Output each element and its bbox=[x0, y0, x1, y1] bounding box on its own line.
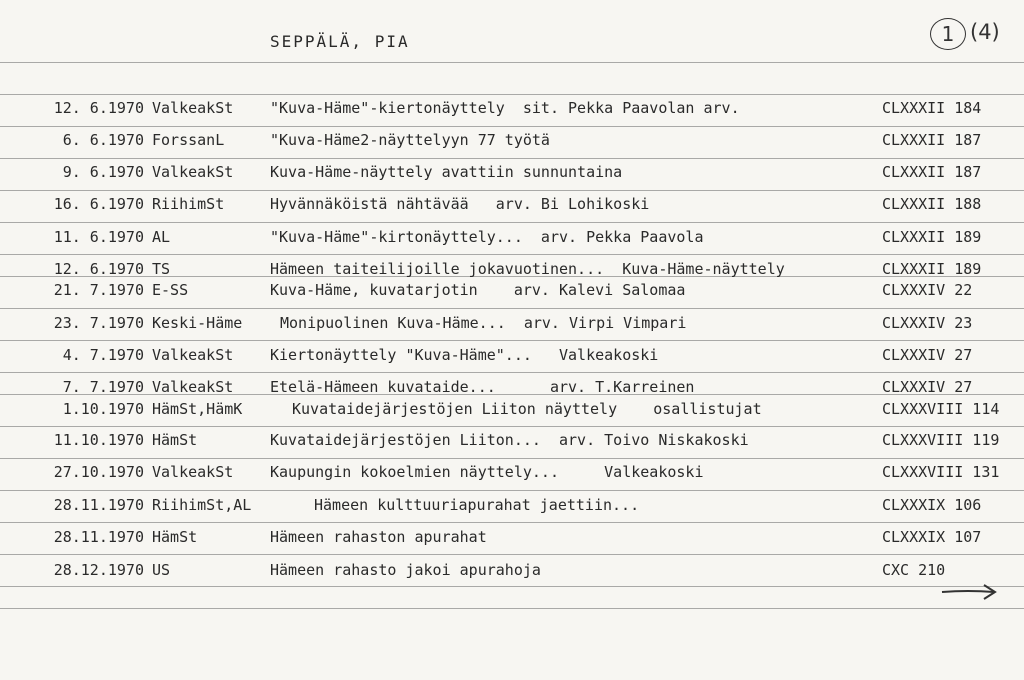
entry-text: Kuva-Häme-näyttely avattiin sunnuntaina bbox=[270, 163, 623, 181]
entry-ref: CLXXXII 187 bbox=[882, 131, 982, 149]
entry-source: ValkeakSt bbox=[152, 99, 234, 117]
rule-line bbox=[0, 222, 1024, 223]
entry-row bbox=[0, 560, 1024, 580]
entry-text: Kiertonäyttely "Kuva-Häme"... Valkeakoski bbox=[270, 346, 659, 364]
entry-row bbox=[0, 377, 1024, 397]
entry-ref: CLXXXII 184 bbox=[882, 99, 982, 117]
entry-ref: CLXXXIX 107 bbox=[882, 528, 982, 546]
entry-text: Hämeen rahaston apurahat bbox=[270, 528, 487, 546]
rule-line bbox=[0, 158, 1024, 159]
entry-ref: CLXXXII 189 bbox=[882, 260, 982, 278]
entry-date: 1.10.1970 bbox=[62, 400, 144, 418]
rule-line bbox=[0, 490, 1024, 491]
entry-source: HämSt,HämK bbox=[152, 400, 243, 418]
entry-source: HämSt bbox=[152, 528, 198, 546]
entry-ref: CXC 210 bbox=[882, 561, 946, 579]
rule-line bbox=[0, 126, 1024, 127]
entry-text: Kaupungin kokoelmien näyttely... Valkeakoski bbox=[270, 463, 704, 481]
entry-date: 11. 6.1970 bbox=[53, 228, 144, 246]
entry-text: "Kuva-Häme"-kiertonäyttely sit. Pekka Paavolan arv. bbox=[270, 99, 740, 117]
entry-ref: CLXXXVIII 114 bbox=[882, 400, 1000, 418]
entry-date: 7. 7.1970 bbox=[62, 378, 144, 396]
rule-line bbox=[0, 608, 1024, 609]
entry-source: RiihimSt,AL bbox=[152, 496, 252, 514]
rule-line bbox=[0, 254, 1024, 255]
rule-line bbox=[0, 308, 1024, 309]
rule-line bbox=[0, 94, 1024, 95]
entry-ref: CLXXXII 188 bbox=[882, 195, 982, 213]
entry-date: 6. 6.1970 bbox=[62, 131, 144, 149]
entry-source: HämSt bbox=[152, 431, 198, 449]
entry-source: ValkeakSt bbox=[152, 163, 234, 181]
rule-line bbox=[0, 522, 1024, 523]
rule-line bbox=[0, 554, 1024, 555]
entry-row bbox=[0, 130, 1024, 150]
rule-line bbox=[0, 586, 1024, 587]
entry-text: Hyvännäköistä nähtävää arv. Bi Lohikoski bbox=[270, 195, 650, 213]
entry-source: US bbox=[152, 561, 171, 579]
entry-row bbox=[0, 259, 1024, 279]
entry-text: "Kuva-Häme2-näyttelyyn 77 työtä bbox=[270, 131, 550, 149]
entry-text: Etelä-Hämeen kuvataide... arv. T.Karreinen bbox=[270, 378, 695, 396]
continue-arrow-icon bbox=[940, 580, 1000, 604]
entry-date: 4. 7.1970 bbox=[62, 346, 144, 364]
entry-ref: CLXXXVIII 131 bbox=[882, 463, 1000, 481]
entry-ref: CLXXXII 189 bbox=[882, 228, 982, 246]
entry-date: 12. 6.1970 bbox=[53, 260, 144, 278]
entry-ref: CLXXXIV 23 bbox=[882, 314, 973, 332]
entry-ref: CLXXXII 187 bbox=[882, 163, 982, 181]
page-marker bbox=[928, 16, 1024, 52]
rule-line bbox=[0, 426, 1024, 427]
entry-date: 16. 6.1970 bbox=[53, 195, 144, 213]
entry-row bbox=[0, 162, 1024, 182]
entry-ref: CLXXXIV 27 bbox=[882, 378, 973, 396]
rule-line bbox=[0, 190, 1024, 191]
entry-text: "Kuva-Häme"-kirtonäyttely... arv. Pekka Paavola bbox=[270, 228, 704, 246]
entry-source: TS bbox=[152, 260, 171, 278]
entry-row bbox=[0, 527, 1024, 547]
rule-line bbox=[0, 458, 1024, 459]
entry-source: RiihimSt bbox=[152, 195, 225, 213]
entry-row bbox=[0, 98, 1024, 118]
entry-source: ValkeakSt bbox=[152, 463, 234, 481]
entry-text: Kuva-Häme, kuvatarjotin arv. Kalevi Salomaa bbox=[270, 281, 686, 299]
entry-row bbox=[0, 280, 1024, 300]
page-total: (4) bbox=[970, 20, 1000, 44]
entry-ref: CLXXXIX 106 bbox=[882, 496, 982, 514]
entry-row bbox=[0, 430, 1024, 450]
entry-source: E-SS bbox=[152, 281, 189, 299]
entry-date: 12. 6.1970 bbox=[53, 99, 144, 117]
entry-date: 28.11.1970 bbox=[53, 496, 144, 514]
rule-line bbox=[0, 340, 1024, 341]
entry-ref: CLXXXVIII 119 bbox=[882, 431, 1000, 449]
entry-text: Hämeen kulttuuriapurahat jaettiin... bbox=[314, 496, 640, 514]
entry-row bbox=[0, 462, 1024, 482]
entry-row bbox=[0, 313, 1024, 333]
entry-row bbox=[0, 345, 1024, 365]
entry-text: Hämeen rahasto jakoi apurahoja bbox=[270, 561, 541, 579]
entry-text: Kuvataidejärjestöjen Liiton... arv. Toivo Niskakoski bbox=[270, 431, 749, 449]
entry-source: Keski-Häme bbox=[152, 314, 243, 332]
entry-date: 23. 7.1970 bbox=[53, 314, 144, 332]
card-title: SEPPÄLÄ, PIA bbox=[270, 32, 410, 51]
entry-date: 28.11.1970 bbox=[53, 528, 144, 546]
entry-source: AL bbox=[152, 228, 171, 246]
entry-date: 28.12.1970 bbox=[53, 561, 144, 579]
rule-line bbox=[0, 62, 1024, 63]
page-number: 1 bbox=[930, 18, 966, 50]
entry-date: 11.10.1970 bbox=[53, 431, 144, 449]
entry-date: 9. 6.1970 bbox=[62, 163, 144, 181]
entry-source: ValkeakSt bbox=[152, 346, 234, 364]
entry-text: Hämeen taiteilijoille jokavuotinen... Kuva-Häme-näyttely bbox=[270, 260, 785, 278]
entry-row bbox=[0, 227, 1024, 247]
entry-text: Monipuolinen Kuva-Häme... arv. Virpi Vimpari bbox=[280, 314, 687, 332]
entry-source: ValkeakSt bbox=[152, 378, 234, 396]
entry-text: Kuvataidejärjestöjen Liiton näyttely osallistujat bbox=[292, 400, 762, 418]
entry-date: 27.10.1970 bbox=[53, 463, 144, 481]
entry-date: 21. 7.1970 bbox=[53, 281, 144, 299]
entry-ref: CLXXXIV 22 bbox=[882, 281, 973, 299]
entry-source: ForssanL bbox=[152, 131, 225, 149]
rule-line bbox=[0, 372, 1024, 373]
entry-ref: CLXXXIV 27 bbox=[882, 346, 973, 364]
entry-row bbox=[0, 495, 1024, 515]
entry-row bbox=[0, 194, 1024, 214]
entry-row bbox=[0, 399, 1024, 419]
